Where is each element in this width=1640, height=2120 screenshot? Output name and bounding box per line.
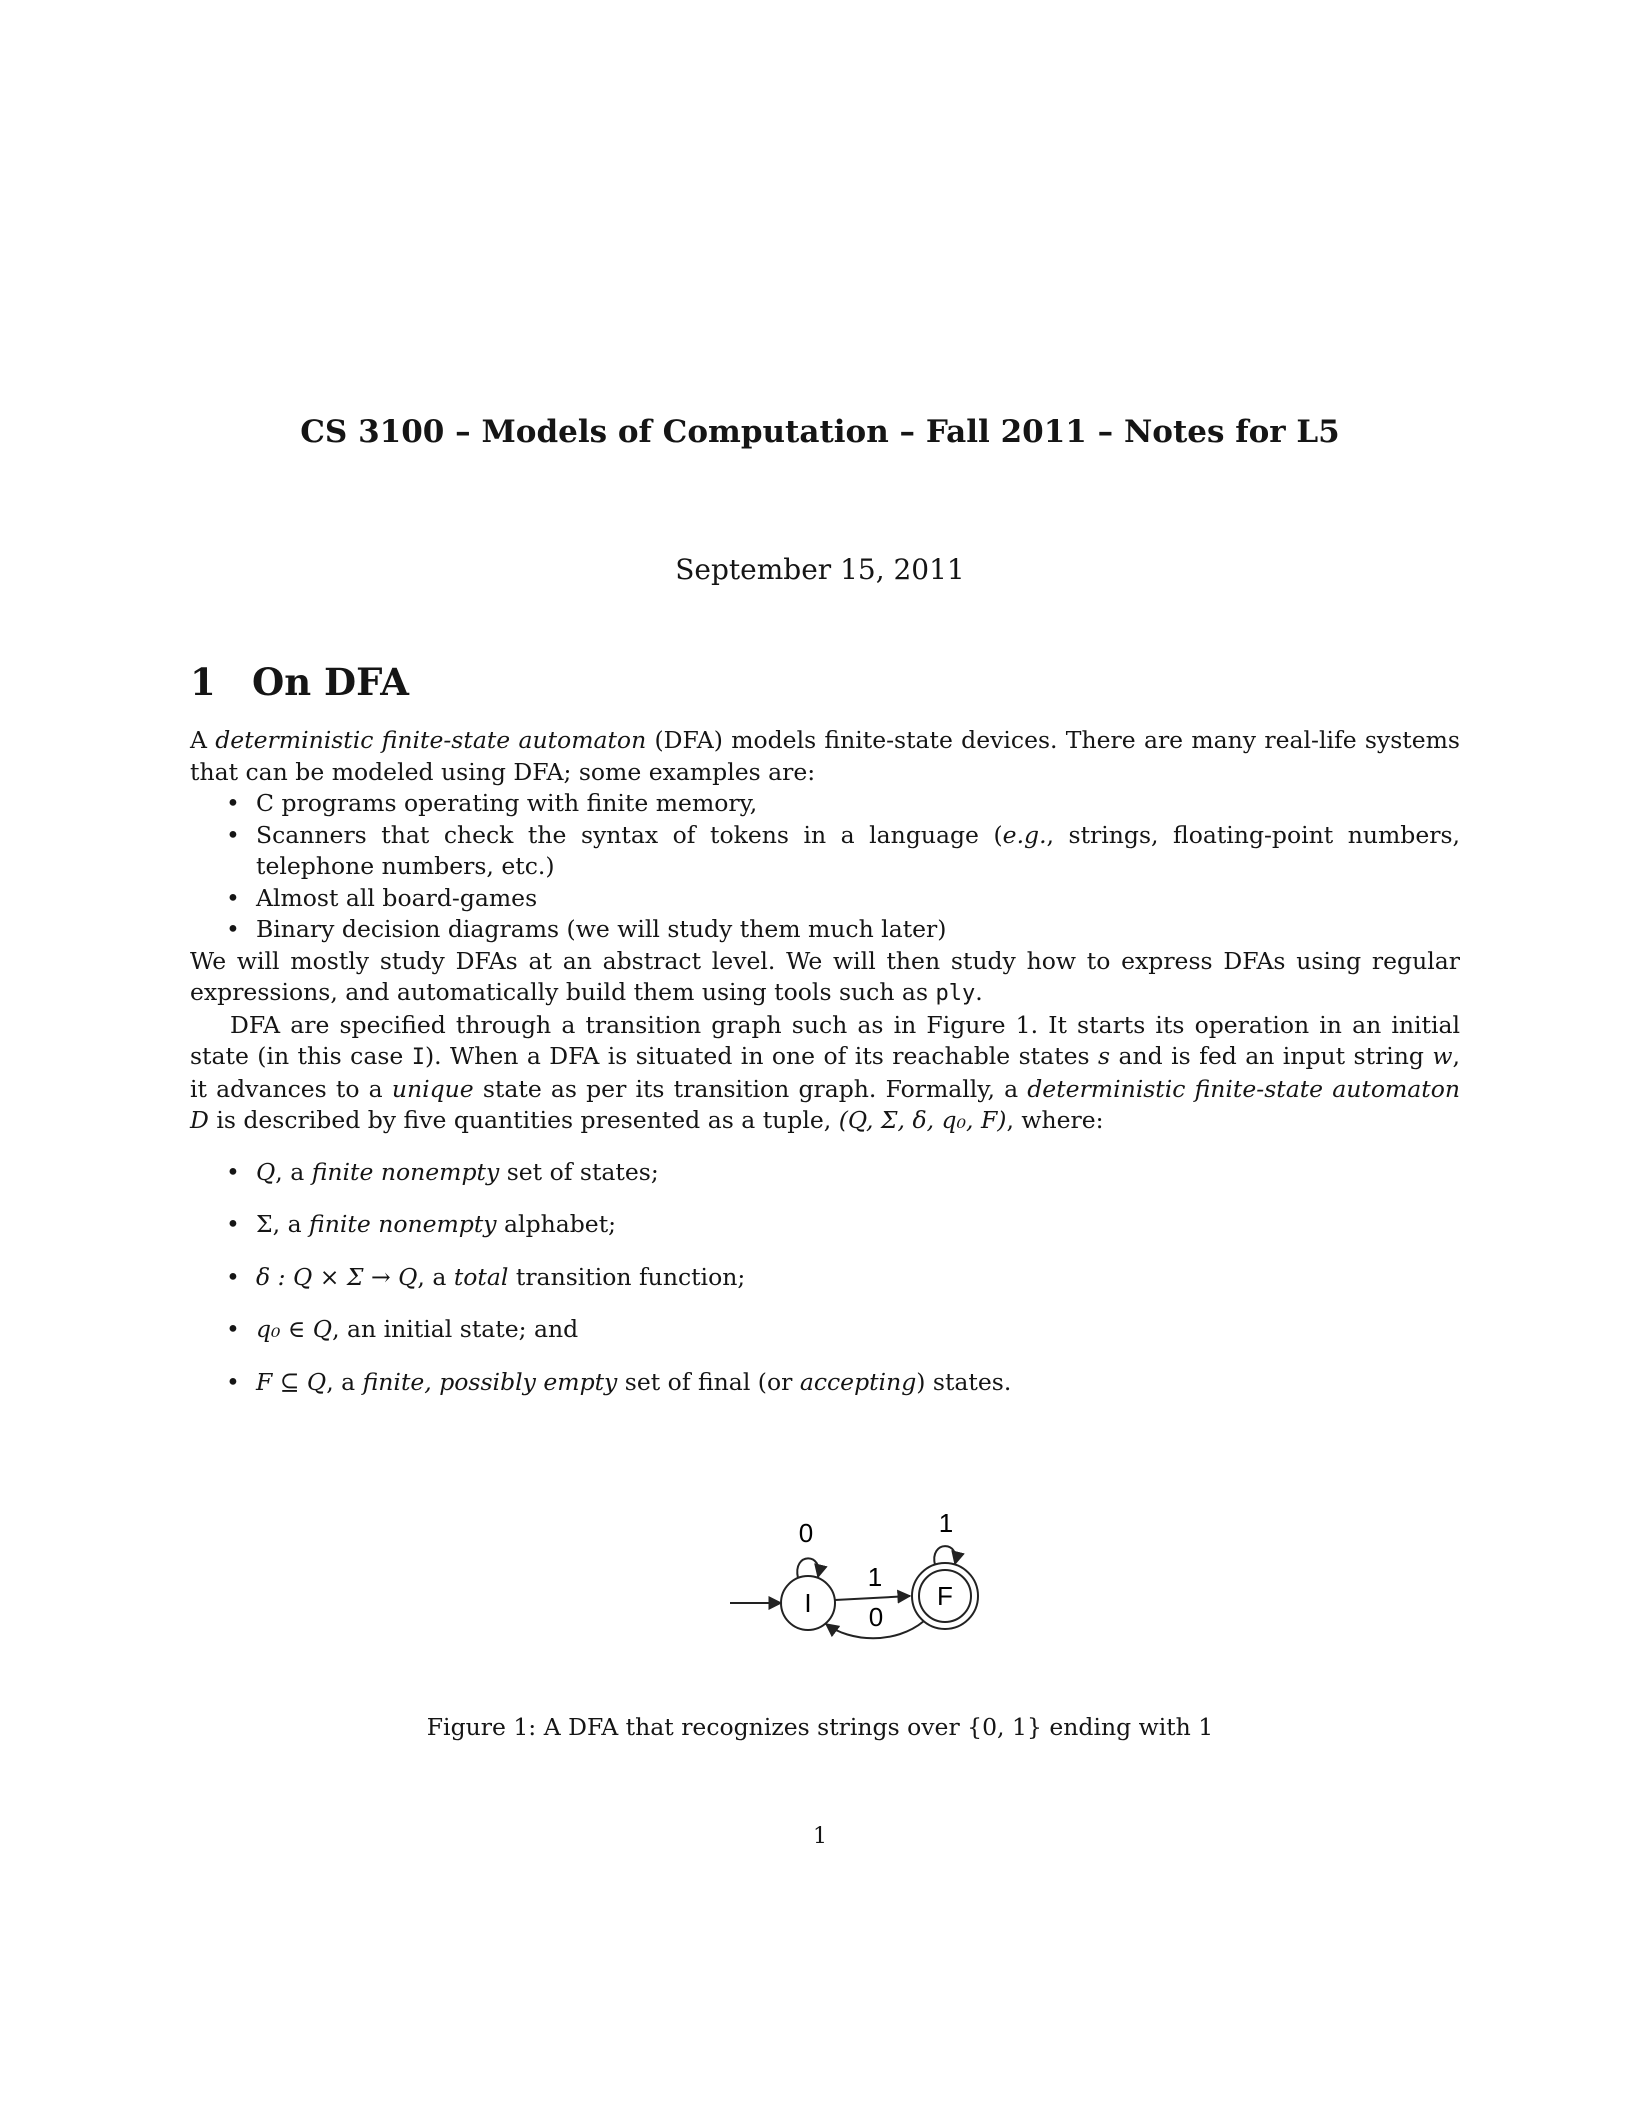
document-date: September 15, 2011 bbox=[675, 553, 965, 586]
section-body bbox=[190, 725, 1460, 1419]
code-initial-state: I bbox=[411, 1045, 425, 1070]
list-item: • Q, a finite nonempty set of states; bbox=[256, 1157, 1460, 1189]
list-item: • δ : Q × Σ → Q, a total transition function; bbox=[256, 1262, 1460, 1294]
list-item: • F ⊆ Q, a finite, possibly empty set of final (or accepting) states. bbox=[256, 1367, 1460, 1399]
section-heading bbox=[190, 660, 409, 704]
list-item: • C programs operating with finite memory, bbox=[256, 788, 1460, 820]
section-number: 1 bbox=[190, 660, 216, 704]
transition-I-F-label: 1 bbox=[867, 1562, 883, 1592]
transition-I-F bbox=[835, 1596, 910, 1600]
list-item: • q₀ ∈ Q, an initial state; and bbox=[256, 1314, 1460, 1346]
dfa-graph bbox=[720, 1500, 1020, 1660]
dfa-diagram bbox=[720, 1500, 1020, 1660]
components-list bbox=[190, 1157, 1460, 1399]
tuple-notation: (Q, Σ, δ, q₀, F) bbox=[838, 1106, 1007, 1134]
abstract-paragraph: We will mostly study DFAs at an abstract level. We will then study how to express DFAs using regular expressions, and automatically build them using tools such as ply. bbox=[190, 946, 1460, 1006]
term-dfa: deterministic finite-state automaton bbox=[215, 726, 647, 754]
state-I-label: I bbox=[804, 1588, 812, 1618]
figure-caption: Figure 1: A DFA that recognizes strings over {0, 1} ending with 1 bbox=[426, 1713, 1214, 1741]
list-item: • Binary decision diagrams (we will study them much later) bbox=[256, 914, 1460, 946]
state-F-label: F bbox=[937, 1581, 953, 1611]
code-ply: ply bbox=[935, 981, 976, 1006]
intro-paragraph: A deterministic finite-state automaton (DFA) models finite-state devices. There are many real-life systems that can be modeled using DFA; some examples are: bbox=[190, 726, 1460, 786]
examples-list bbox=[190, 788, 1460, 946]
transition-F-F-label: 1 bbox=[938, 1508, 954, 1538]
definition-paragraph: DFA are specified through a transition graph such as in Figure 1. It starts its operation in an initial state (in this case I). When a DFA is situated in one of its reachable states s and is fed an input string w, it advances to a unique state as per its transition graph. Formally, a deterministic finite-state automaton D is described by five quantities presented as a tuple, (Q, Σ, δ, q₀, F), where: bbox=[190, 1010, 1461, 1134]
document-title: CS 3100 – Models of Computation – Fall 2011 – Notes for L5 bbox=[300, 414, 1340, 450]
section-title: On DFA bbox=[252, 660, 409, 704]
transition-F-I-label: 0 bbox=[868, 1602, 884, 1632]
list-item: • Σ, a finite nonempty alphabet; bbox=[256, 1209, 1460, 1241]
list-item: • Scanners that check the syntax of tokens in a language (e.g., strings, floating-point numbers, telephone numbers, etc.) bbox=[256, 820, 1460, 883]
list-item: • Almost all board-games bbox=[256, 883, 1460, 915]
transition-I-I-label: 0 bbox=[798, 1518, 814, 1548]
page-number: 1 bbox=[813, 1824, 827, 1849]
